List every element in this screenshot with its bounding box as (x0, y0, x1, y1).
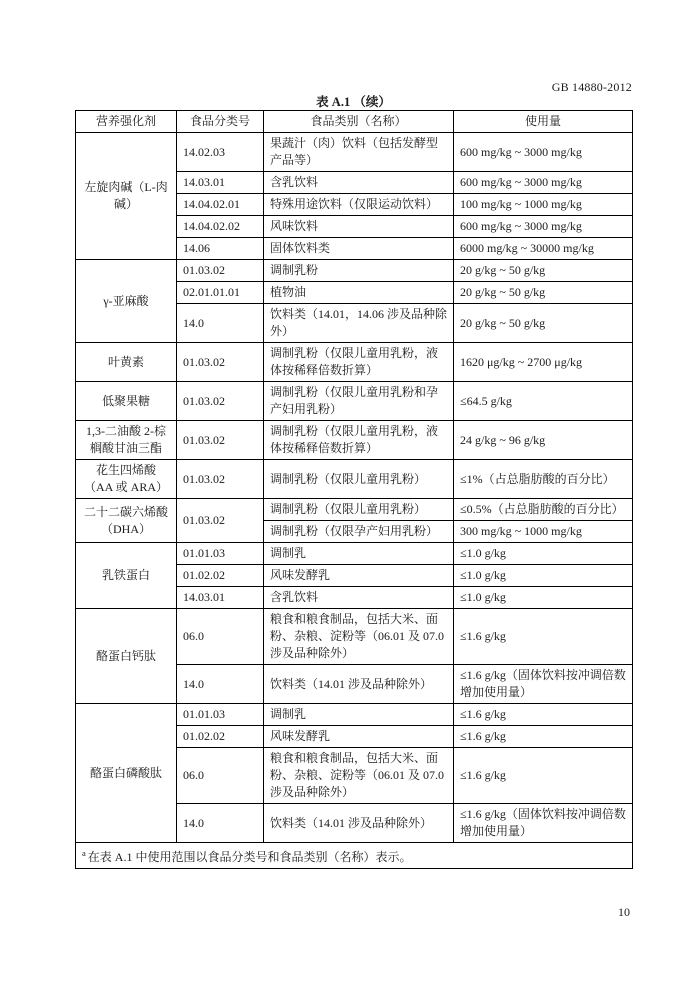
usage-cell: 600 mg/kg ~ 3000 mg/kg (454, 172, 633, 194)
food-category-cell: 调制乳 (264, 704, 454, 726)
usage-cell: ≤1.6 g/kg (454, 609, 633, 665)
usage-cell: ≤1.6 g/kg (454, 748, 633, 804)
food-code-cell: 14.03.01 (177, 587, 264, 609)
usage-cell: ≤1.0 g/kg (454, 587, 633, 609)
food-category-cell: 调制乳粉（仅限儿童用乳粉） (264, 499, 454, 521)
food-code-cell: 01.03.02 (177, 421, 264, 460)
usage-cell: ≤1.6 g/kg（固体饮料按冲调倍数增加使用量） (454, 665, 633, 704)
food-code-cell: 01.03.02 (177, 382, 264, 421)
col-header-usage: 使用量 (454, 111, 633, 133)
food-code-cell: 02.01.01.01 (177, 282, 264, 304)
usage-cell: 24 g/kg ~ 96 g/kg (454, 421, 633, 460)
table-row (76, 460, 633, 499)
food-category-cell: 调制乳 (264, 543, 454, 565)
food-category-cell: 果蔬汁（肉）饮料（包括发酵型产品等） (264, 133, 454, 172)
food-code-cell: 01.02.02 (177, 726, 264, 748)
food-category-cell: 调制乳粉（仅限儿童用乳粉，液体按稀释倍数折算） (264, 343, 454, 382)
table-row (76, 343, 633, 382)
food-code-cell: 06.0 (177, 748, 264, 804)
food-code-cell: 14.04.02.01 (177, 194, 264, 216)
food-category-cell: 调制乳粉（仅限孕产妇用乳粉） (264, 521, 454, 543)
usage-cell: 300 mg/kg ~ 1000 mg/kg (454, 521, 633, 543)
food-category-cell: 饮料类（14.01 涉及品种除外） (264, 665, 454, 704)
usage-cell: ≤1.0 g/kg (454, 565, 633, 587)
col-header-food-category: 食品类别（名称） (264, 111, 454, 133)
usage-cell: ≤1%（占总脂肪酸的百分比） (454, 460, 633, 499)
usage-cell: 20 g/kg ~ 50 g/kg (454, 304, 633, 343)
usage-cell: ≤0.5%（占总脂肪酸的百分比） (454, 499, 633, 521)
food-code-cell: 14.04.02.02 (177, 216, 264, 238)
food-category-cell: 含乳饮料 (264, 587, 454, 609)
food-code-cell: 01.01.03 (177, 543, 264, 565)
usage-cell: 20 g/kg ~ 50 g/kg (454, 260, 633, 282)
nutrient-cell: 低聚果糖 (76, 382, 177, 421)
document-code: GB 14880-2012 (551, 80, 632, 94)
table-row (76, 382, 633, 421)
food-code-cell: 01.02.02 (177, 565, 264, 587)
nutrient-cell: 花生四烯酸（AA 或 ARA） (76, 460, 177, 499)
nutrient-cell: 叶黄素 (76, 343, 177, 382)
footnote-text: 在表 A.1 中使用范围以食品分类号和食品类别（名称）表示。 (87, 850, 412, 864)
page-number: 10 (618, 905, 630, 919)
table-row (76, 260, 633, 282)
food-code-cell: 14.02.03 (177, 133, 264, 172)
footnote-marker: a (82, 848, 86, 858)
food-category-cell: 调制乳粉（仅限儿童用乳粉，液体按稀释倍数折算） (264, 421, 454, 460)
usage-cell: ≤1.6 g/kg (454, 726, 633, 748)
header-row (76, 111, 633, 133)
usage-cell: ≤1.6 g/kg (454, 704, 633, 726)
food-code-cell: 01.03.02 (177, 460, 264, 499)
food-code-cell: 14.0 (177, 804, 264, 843)
food-code-cell: 14.03.01 (177, 172, 264, 194)
footnote-row (76, 843, 633, 869)
food-code-cell: 06.0 (177, 609, 264, 665)
usage-cell: 20 g/kg ~ 50 g/kg (454, 282, 633, 304)
nutrient-cell: 乳铁蛋白 (76, 543, 177, 609)
food-code-cell: 01.03.02 (177, 260, 264, 282)
food-category-cell: 含乳饮料 (264, 172, 454, 194)
usage-cell: 6000 mg/kg ~ 30000 mg/kg (454, 238, 633, 260)
food-category-cell: 调制乳粉（仅限儿童用乳粉和孕产妇用乳粉） (264, 382, 454, 421)
usage-cell: ≤64.5 g/kg (454, 382, 633, 421)
food-code-cell: 14.0 (177, 665, 264, 704)
food-category-cell: 植物油 (264, 282, 454, 304)
col-header-food-code: 食品分类号 (177, 111, 264, 133)
nutrient-cell: 二十二碳六烯酸（DHA） (76, 499, 177, 543)
food-category-cell: 风味饮料 (264, 216, 454, 238)
table-footnote (76, 843, 633, 869)
table-row (76, 133, 633, 172)
food-category-cell: 风味发酵乳 (264, 565, 454, 587)
usage-cell: ≤1.6 g/kg（固体饮料按冲调倍数增加使用量） (454, 804, 633, 843)
usage-cell: ≤1.0 g/kg (454, 543, 633, 565)
table-row (76, 704, 633, 726)
food-code-cell: 01.03.02 (177, 499, 264, 543)
usage-cell: 100 mg/kg ~ 1000 mg/kg (454, 194, 633, 216)
food-category-cell: 饮料类（14.01 涉及品种除外） (264, 804, 454, 843)
col-header-nutrient: 营养强化剂 (76, 111, 177, 133)
table-row (76, 609, 633, 665)
table-row (76, 421, 633, 460)
table-row (76, 499, 633, 521)
usage-cell: 1620 μg/kg ~ 2700 μg/kg (454, 343, 633, 382)
food-category-cell: 粮食和粮食制品，包括大米、面粉、杂粮、淀粉等（06.01 及 07.0 涉及品种除外） (264, 748, 454, 804)
usage-cell: 600 mg/kg ~ 3000 mg/kg (454, 216, 633, 238)
table-title: 表 A.1 （续） (316, 95, 391, 109)
food-category-cell: 粮食和粮食制品，包括大米、面粉、杂粮、淀粉等（06.01 及 07.0 涉及品种除外） (264, 609, 454, 665)
food-category-cell: 调制乳粉（仅限儿童用乳粉） (264, 460, 454, 499)
food-category-cell: 调制乳粉 (264, 260, 454, 282)
food-code-cell: 01.01.03 (177, 704, 264, 726)
food-code-cell: 14.06 (177, 238, 264, 260)
food-category-cell: 饮料类（14.01，14.06 涉及品种除外） (264, 304, 454, 343)
nutrient-cell: 酪蛋白磷酸肽 (76, 704, 177, 843)
food-category-cell: 特殊用途饮料（仅限运动饮料） (264, 194, 454, 216)
nutrient-cell: γ-亚麻酸 (76, 260, 177, 343)
nutrient-cell: 酪蛋白钙肽 (76, 609, 177, 704)
nutrient-cell: 1,3-二油酸 2-棕榈酸甘油三酯 (76, 421, 177, 460)
food-code-cell: 14.0 (177, 304, 264, 343)
food-category-cell: 固体饮料类 (264, 238, 454, 260)
table-row (76, 543, 633, 565)
usage-cell: 600 mg/kg ~ 3000 mg/kg (454, 133, 633, 172)
nutrient-cell: 左旋肉碱（L-肉碱） (76, 133, 177, 260)
food-code-cell: 01.03.02 (177, 343, 264, 382)
table-a1-continued (75, 110, 633, 869)
food-category-cell: 风味发酵乳 (264, 726, 454, 748)
